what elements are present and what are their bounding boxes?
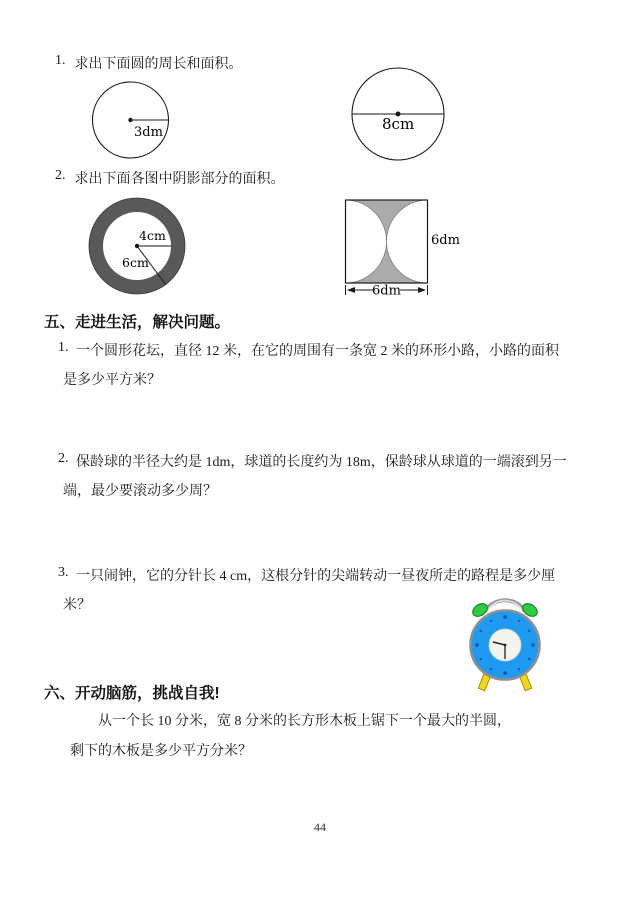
figure-circle-diameter-8cm bbox=[350, 66, 446, 162]
center-dot bbox=[128, 118, 132, 122]
question-1-text: 求出下面圆的周长和面积。 bbox=[74, 57, 243, 72]
section6-heading: 六、开动脑筋，挑战自我! bbox=[44, 685, 220, 702]
left-arrowhead-icon bbox=[347, 287, 355, 293]
section5-item3-line1: 一只闹钟，它的分针长 4 cm，这根分针的尖端转动一昼夜所走的路程是多少厘 bbox=[76, 569, 556, 584]
section5-item1-line1: 一个圆形花坛，直径 12 米，在它的周围有一条宽 2 米的环形小路，小路的面积 bbox=[76, 344, 559, 359]
section5-item3-line2: 米？ bbox=[63, 598, 91, 613]
section5-item3-number: 3. bbox=[58, 565, 69, 580]
figure-circle-radius-3dm bbox=[88, 77, 173, 162]
section6-line1: 从一个长 10 分米，宽 8 分米的长方形木板上锯下一个最大的半圆， bbox=[98, 714, 511, 729]
center-dot bbox=[135, 244, 139, 248]
question-1-title bbox=[55, 53, 243, 73]
section5-item2-number: 2. bbox=[58, 451, 69, 466]
section5-item2-line1: 保龄球的半径大约是 1dm，球道的长度约为 18m，保龄球从球道的一端滚到另一 bbox=[76, 455, 567, 470]
clock-hands-pivot bbox=[504, 644, 507, 647]
outer-radius-label: 6cm bbox=[122, 255, 149, 270]
question-2-text: 求出下面各图中阴影部分的面积。 bbox=[74, 172, 285, 187]
alarm-clock-illustration bbox=[455, 584, 555, 696]
question-1-number: 1. bbox=[55, 53, 66, 68]
square-bottom-label: 6dm bbox=[372, 283, 401, 299]
question-2-title bbox=[55, 168, 285, 188]
page-number: 44 bbox=[314, 820, 326, 834]
section5-heading: 五、走进生活，解决问题。 bbox=[44, 314, 231, 331]
square-side-label: 6dm bbox=[431, 233, 460, 248]
right-arrowhead-icon bbox=[418, 287, 426, 293]
diameter-label: 8cm bbox=[382, 115, 415, 133]
section5-item1-line2: 是多少平方米？ bbox=[63, 373, 161, 388]
question-2-number: 2. bbox=[55, 168, 66, 183]
bottom-dimension-line bbox=[346, 284, 428, 299]
figure-shaded-ring bbox=[85, 194, 189, 298]
radius-label: 3dm bbox=[134, 125, 163, 140]
section5-item1-number: 1. bbox=[58, 340, 69, 355]
section5-item2-line2: 端，最少要滚动多少周？ bbox=[63, 484, 217, 499]
inner-radius-label: 4cm bbox=[139, 228, 166, 243]
figure-shaded-square bbox=[344, 198, 464, 300]
section6-line2: 剩下的木板是多少平方分米？ bbox=[70, 744, 252, 759]
